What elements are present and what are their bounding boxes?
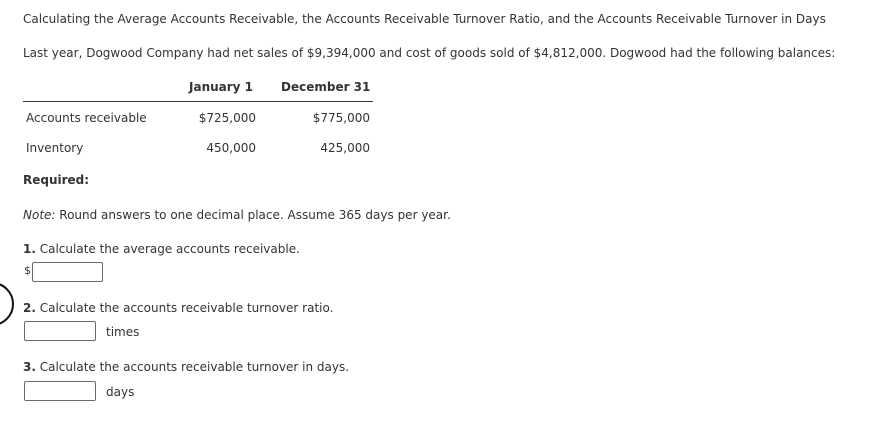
column-header-december: December 31	[281, 80, 371, 94]
accounts-receivable-january: $725,000	[198, 111, 256, 125]
page-title: Calculating the Average Accounts Receivable, the Accounts Receivable Turnover Ratio, and the Accounts Receivable Turnover in Days	[23, 12, 826, 26]
required-heading: Required:	[23, 173, 90, 187]
days-unit-label: days	[106, 385, 135, 399]
column-header-january: January 1	[189, 80, 254, 94]
dollar-sign: $	[24, 264, 31, 277]
row-label-inventory: Inventory	[26, 141, 84, 155]
turnover-days-input[interactable]	[24, 381, 96, 401]
question-1-text: Calculate the average accounts receivable.	[35, 242, 300, 256]
inventory-january: 450,000	[206, 141, 256, 155]
question-1-number: 1.	[23, 242, 36, 256]
partial-circle-marker	[0, 282, 14, 326]
question-2-number: 2.	[23, 301, 36, 315]
accounts-receivable-december: $775,000	[312, 111, 370, 125]
note-prefix: Note:	[23, 208, 56, 222]
rounding-note	[23, 208, 451, 222]
question-2-text: Calculate the accounts receivable turnover ratio.	[35, 301, 334, 315]
times-unit-label: times	[106, 325, 140, 339]
note-text: Round answers to one decimal place. Assume 365 days per year.	[55, 208, 451, 222]
question-2	[23, 301, 333, 315]
average-receivable-input[interactable]	[32, 262, 103, 282]
turnover-ratio-input[interactable]	[24, 321, 96, 341]
problem-intro: Last year, Dogwood Company had net sales of $9,394,000 and cost of goods sold of $4,812,000. Dogwood had the following balances:	[23, 46, 836, 60]
question-3-number: 3.	[23, 360, 36, 374]
table-header-rule	[23, 101, 373, 102]
row-label-accounts-receivable: Accounts receivable	[26, 111, 147, 125]
inventory-december: 425,000	[320, 141, 370, 155]
question-3	[23, 360, 349, 374]
question-3-text: Calculate the accounts receivable turnover in days.	[35, 360, 350, 374]
question-1	[23, 242, 300, 256]
